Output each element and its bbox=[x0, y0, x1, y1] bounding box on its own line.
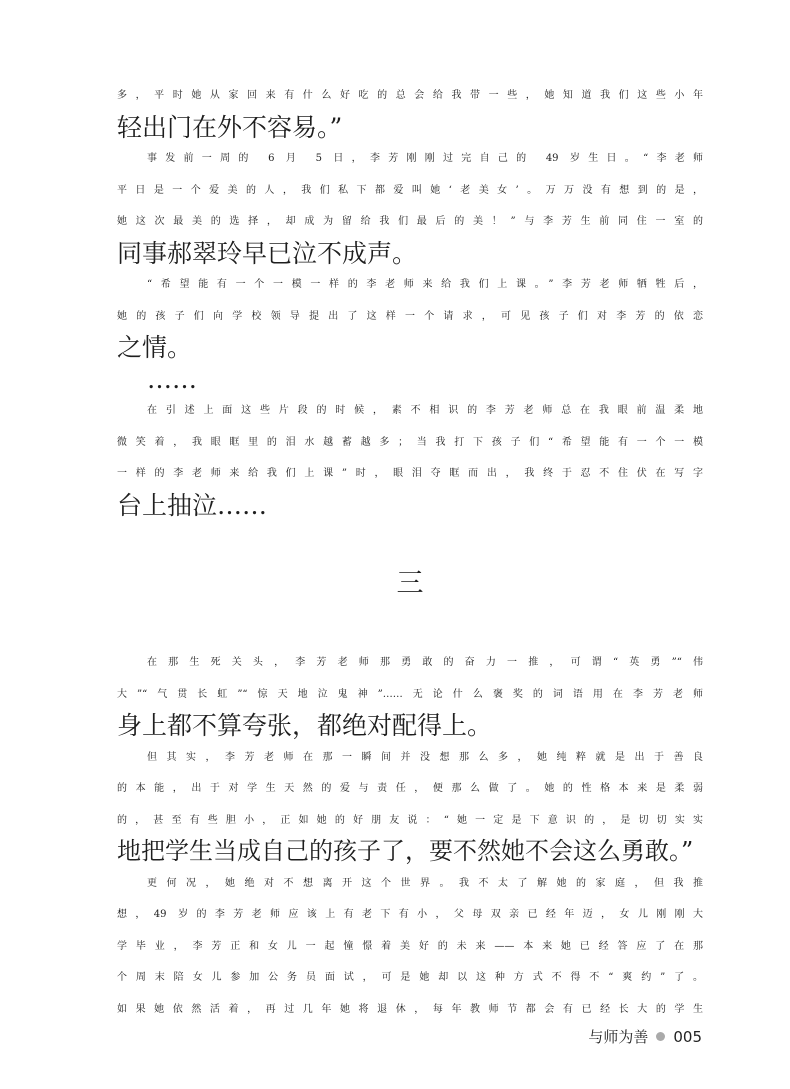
text-line bbox=[117, 175, 703, 207]
text-line bbox=[117, 647, 703, 679]
paragraph bbox=[117, 742, 703, 868]
text-line-content: 台上抽泣…… bbox=[117, 490, 268, 520]
text-line-content: 她这次最美的选择，却成为留给我们最后的美！”与李芳生前同住一室的 bbox=[117, 216, 703, 227]
text-line bbox=[117, 679, 703, 711]
text-line-content: 轻出门在外不容易。” bbox=[117, 112, 343, 142]
text-line-content: 地把学生当成自己的孩子了，要不然她不会这么勇敢。” bbox=[117, 837, 694, 865]
section-body-three bbox=[117, 647, 703, 1025]
text-line bbox=[117, 994, 703, 1026]
text-line bbox=[117, 773, 703, 805]
page-footer bbox=[588, 1026, 702, 1047]
paragraph bbox=[117, 364, 703, 396]
text-line bbox=[117, 301, 703, 333]
section-heading: 三 bbox=[396, 568, 424, 599]
text-line bbox=[117, 868, 703, 900]
text-line-content: 个周末陪女儿参加公务员面试，可是她却以这种方式不得不“爽约”了。 bbox=[117, 972, 703, 983]
text-line bbox=[117, 742, 703, 774]
text-line bbox=[117, 805, 703, 837]
paragraph bbox=[117, 868, 703, 1026]
text-line bbox=[117, 962, 703, 994]
page-body bbox=[117, 80, 703, 1025]
paragraph bbox=[117, 647, 703, 742]
text-line-content: 的本能，出于对学生天然的爱与责任，便那么做了。她的性格本来是柔弱 bbox=[117, 783, 703, 794]
text-line bbox=[117, 458, 703, 490]
text-line-content: 身上都不算夸张，都绝对配得上。 bbox=[117, 711, 493, 740]
text-line bbox=[117, 710, 703, 742]
text-line bbox=[117, 395, 703, 427]
text-line-content: 但其实，李芳老师在那一瞬间并没想那么多，她纯粹就是出于善良 bbox=[147, 751, 703, 763]
text-line bbox=[117, 490, 703, 522]
paragraph bbox=[117, 395, 703, 521]
text-line bbox=[117, 112, 703, 144]
text-line bbox=[117, 364, 703, 396]
text-line bbox=[117, 332, 703, 364]
text-line-content: 多，平时她从家回来有什么好吃的总会给我带一些，她知道我们这些小年 bbox=[117, 90, 703, 101]
text-line-content: 一样的李老师来给我们上课”时，眼泪夺眶而出，我终于忍不住伏在写字 bbox=[117, 468, 703, 479]
text-line-content: 在引述上面这些片段的时候，素不相识的李芳老师总在我眼前温柔地 bbox=[147, 405, 703, 416]
text-line bbox=[117, 80, 703, 112]
text-line-content: 之情。 bbox=[117, 333, 193, 362]
text-line-content: 学毕业，李芳正和女儿一起憧憬着美好的未来——本来她已经答应了在那 bbox=[117, 940, 703, 952]
running-title: 与师为善 bbox=[588, 1028, 649, 1046]
text-line-content: 更何况，她绝对不想离开这个世界。我不太了解她的家庭，但我推 bbox=[147, 877, 703, 889]
text-line-content: 她的孩子们向学校领导提出了这样一个请求，可见孩子们对李芳的依恋 bbox=[117, 310, 703, 322]
text-line-content: 的，甚至有些胆小，正如她的好朋友说：“她一定是下意识的，是切切实实 bbox=[117, 814, 703, 826]
text-line-content: 大”“气贯长虹”“惊天地泣鬼神”……无论什么褒奖的词语用在李芳老师 bbox=[117, 688, 703, 700]
text-line-content: 如果她依然活着，再过几年她将退休，每年教师节都会有已经长大的学生 bbox=[117, 1003, 703, 1015]
text-line bbox=[117, 206, 703, 238]
text-line-content: 事发前一周的 6 月 5 日，李芳刚刚过完自己的 49 岁生日。“李老师 bbox=[147, 153, 703, 164]
text-line bbox=[117, 427, 703, 459]
text-line bbox=[117, 269, 703, 301]
text-line-content: “希望能有一个一模一样的李老师来给我们上课。”李芳老师牺牲后， bbox=[147, 279, 703, 290]
text-line-content: 微笑着，我眼眶里的泪水越蓄越多；当我打下孩子们“希望能有一个一模 bbox=[117, 436, 703, 448]
page-number: 005 bbox=[673, 1027, 702, 1046]
section-body-before bbox=[117, 80, 703, 521]
text-line bbox=[117, 899, 703, 931]
text-line bbox=[117, 143, 703, 175]
text-line-content: 平日是一个爱美的人，我们私下都爱叫她‘老美女’。万万没有想到的是， bbox=[117, 184, 703, 196]
paragraph bbox=[117, 269, 703, 364]
paragraph bbox=[117, 143, 703, 269]
paragraph bbox=[117, 80, 703, 143]
text-line-content: 同事郝翠玲早已泣不成声。 bbox=[117, 238, 418, 268]
text-line-content: …… bbox=[147, 364, 197, 394]
text-line bbox=[117, 238, 703, 270]
separator-dot-icon bbox=[656, 1032, 665, 1041]
text-line bbox=[117, 836, 703, 868]
text-line bbox=[117, 931, 703, 963]
text-line-content: 想，49 岁的李芳老师应该上有老下有小，父母双亲已经年迈，女儿刚刚大 bbox=[117, 909, 703, 920]
text-line-content: 在那生死关头，李芳老师那勇敢的奋力一推，可谓“英勇”“伟 bbox=[147, 657, 703, 668]
